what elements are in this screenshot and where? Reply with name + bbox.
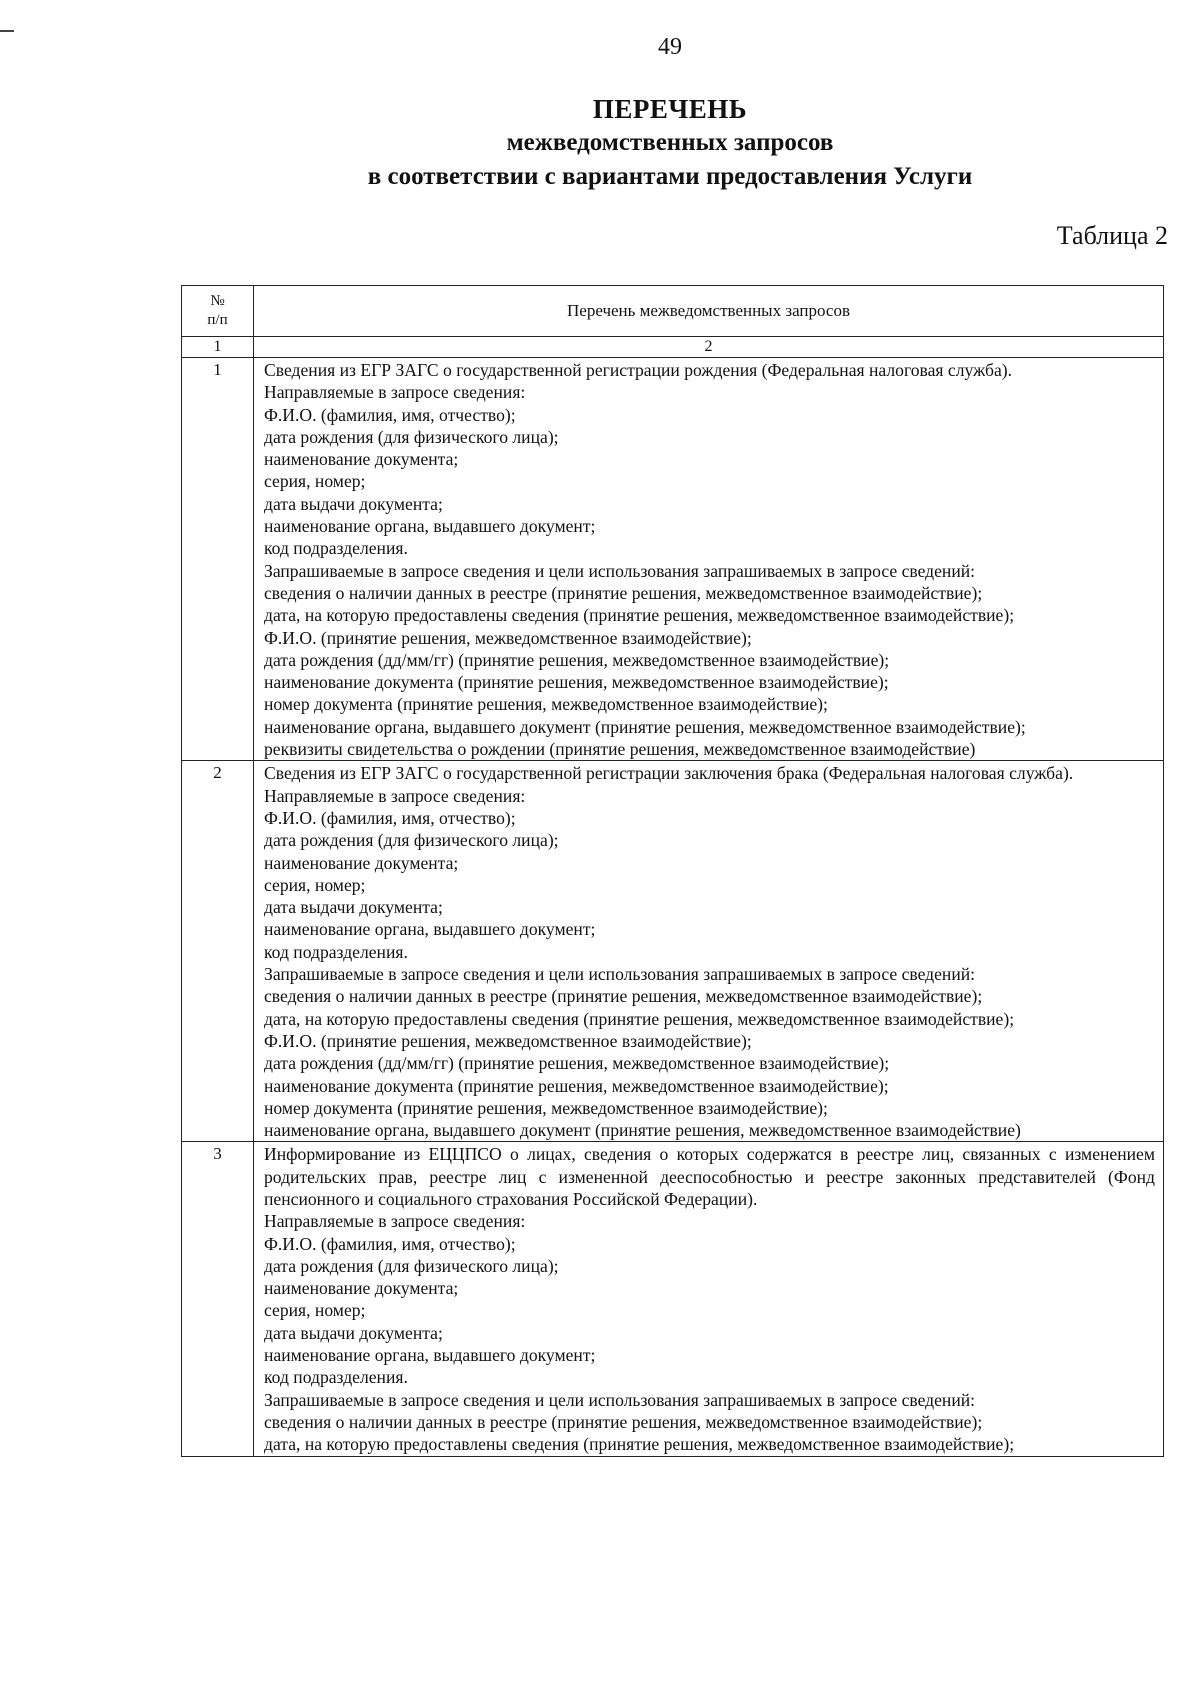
- text-line: код подразделения.: [264, 1367, 408, 1388]
- table-row: [182, 1142, 1164, 1456]
- table-row: [182, 761, 1164, 1142]
- text-line: Ф.И.О. (фамилия, имя, отчество);: [264, 404, 516, 425]
- text-line: сведения о наличии данных в реестре (принятие решения, межведомственное взаимодействие);: [264, 582, 983, 603]
- title-line-3: в соответствии с вариантами предоставления Услуги: [367, 163, 973, 190]
- text-line: наименование органа, выдавшего документ (принятие решения, межведомственное взаимодействие);: [264, 716, 1026, 737]
- column-index-1: 1: [182, 337, 254, 358]
- row-lead-paragraph: Сведения из ЕГР ЗАГС о государственной регистрации заключения брака (Федеральная налоговая служба).: [264, 763, 1074, 784]
- row-number: 1: [182, 358, 254, 761]
- column-index-row: [182, 337, 1164, 358]
- text-line: дата, на которую предоставлены сведения (принятие решения, межведомственное взаимодействие);: [264, 1008, 1015, 1029]
- text-line: дата рождения (для физического лица);: [264, 830, 559, 851]
- text-line: реквизиты свидетельства о рождении (принятие решения, межведомственное взаимодействие): [264, 739, 976, 760]
- row-lead-paragraph: Информирование из ЕЦЦПСО о лицах, сведения о которых содержатся в реестре лиц, связанных с изменением родительских прав, реестре лиц с измененной дееспособностью и реестре законных представителей (Фонд пенсионного и социального страхования Российской Федерации).: [264, 1144, 1155, 1209]
- text-line: Запрашиваемые в запросе сведения и цели использования запрашиваемых в запросе сведений:: [264, 1389, 976, 1410]
- text-line: Сведения из ЕГР ЗАГС о государственной регистрации рождения (Федеральная налоговая служба).: [264, 360, 1013, 380]
- text-line: наименование документа;: [264, 852, 459, 873]
- text-line: серия, номер;: [264, 471, 366, 492]
- title-line-2: межведомственных запросов: [506, 129, 834, 156]
- text-line: Запрашиваемые в запросе сведения и цели использования запрашиваемых в запросе сведений:: [264, 560, 976, 581]
- text-line: сведения о наличии данных в реестре (принятие решения, межведомственное взаимодействие);: [264, 986, 983, 1007]
- text-line: код подразделения.: [264, 941, 408, 962]
- row-content: [254, 358, 1164, 761]
- text-line: дата рождения (дд/мм/гг) (принятие решения, межведомственное взаимодействие);: [264, 1053, 890, 1074]
- document-title: [0, 92, 1200, 194]
- text-line: наименование документа (принятие решения, межведомственное взаимодействие);: [264, 1075, 889, 1096]
- title-main: ПЕРЕЧЕНЬ: [592, 94, 748, 124]
- text-line: Направляемые в запросе сведения:: [264, 382, 526, 403]
- table-caption: Таблица 2: [1056, 221, 1168, 250]
- text-line: дата выдачи документа;: [264, 897, 443, 918]
- text-line: дата рождения (для физического лица);: [264, 426, 559, 447]
- header-number-abbr: п/п: [207, 312, 228, 328]
- text-line: дата рождения (дд/мм/гг) (принятие решения, межведомственное взаимодействие);: [264, 649, 890, 670]
- requests-table: [181, 285, 1164, 1457]
- text-line: номер документа (принятие решения, межведомственное взаимодействие);: [264, 694, 828, 715]
- text-line: наименование органа, выдавшего документ;: [264, 919, 596, 940]
- row-content: [254, 761, 1164, 1142]
- text-line: номер документа (принятие решения, межведомственное взаимодействие);: [264, 1097, 828, 1118]
- text-line: Ф.И.О. (фамилия, имя, отчество);: [264, 1233, 516, 1254]
- row-content: [254, 1142, 1164, 1456]
- text-line: наименование органа, выдавшего документ (принятие решения, межведомственное взаимодействие): [264, 1120, 1021, 1141]
- text-line: серия, номер;: [264, 1300, 366, 1321]
- text-line: наименование документа (принятие решения, межведомственное взаимодействие);: [264, 672, 889, 693]
- text-line: сведения о наличии данных в реестре (принятие решения, межведомственное взаимодействие);: [264, 1411, 983, 1432]
- table-row: [182, 358, 1164, 761]
- header-number-column: [182, 286, 254, 337]
- text-line: дата, на которую предоставлены сведения (принятие решения, межведомственное взаимодействие);: [264, 1434, 1015, 1455]
- text-line: код подразделения.: [264, 538, 408, 559]
- text-line: Направляемые в запросе сведения:: [264, 1211, 526, 1232]
- text-line: дата выдачи документа;: [264, 1322, 443, 1343]
- text-line: серия, номер;: [264, 874, 366, 895]
- text-line: Направляемые в запросе сведения:: [264, 785, 526, 806]
- row-number: 3: [182, 1142, 254, 1456]
- text-line: наименование органа, выдавшего документ;: [264, 516, 596, 537]
- text-line: Запрашиваемые в запросе сведения и цели использования запрашиваемых в запросе сведений:: [264, 964, 976, 985]
- text-line: Ф.И.О. (принятие решения, межведомственное взаимодействие);: [264, 1030, 752, 1051]
- page-number: 49: [658, 34, 682, 60]
- text-line: дата рождения (для физического лица);: [264, 1255, 559, 1276]
- text-line: Ф.И.О. (принятие решения, межведомственное взаимодействие);: [264, 627, 752, 648]
- text-line: наименование документа;: [264, 1278, 459, 1299]
- header-title-column: Перечень межведомственных запросов: [254, 286, 1164, 337]
- text-line: наименование документа;: [264, 449, 459, 470]
- header-number-sign: №: [210, 293, 225, 309]
- text-line: дата, на которую предоставлены сведения (принятие решения, межведомственное взаимодействие);: [264, 605, 1015, 626]
- column-index-2: 2: [254, 337, 1164, 358]
- text-line: дата выдачи документа;: [264, 493, 443, 514]
- row-number: 2: [182, 761, 254, 1142]
- table-header-row: [182, 286, 1164, 337]
- scan-edge-mark: [0, 30, 14, 32]
- text-line: наименование органа, выдавшего документ;: [264, 1345, 596, 1366]
- text-line: Ф.И.О. (фамилия, имя, отчество);: [264, 807, 516, 828]
